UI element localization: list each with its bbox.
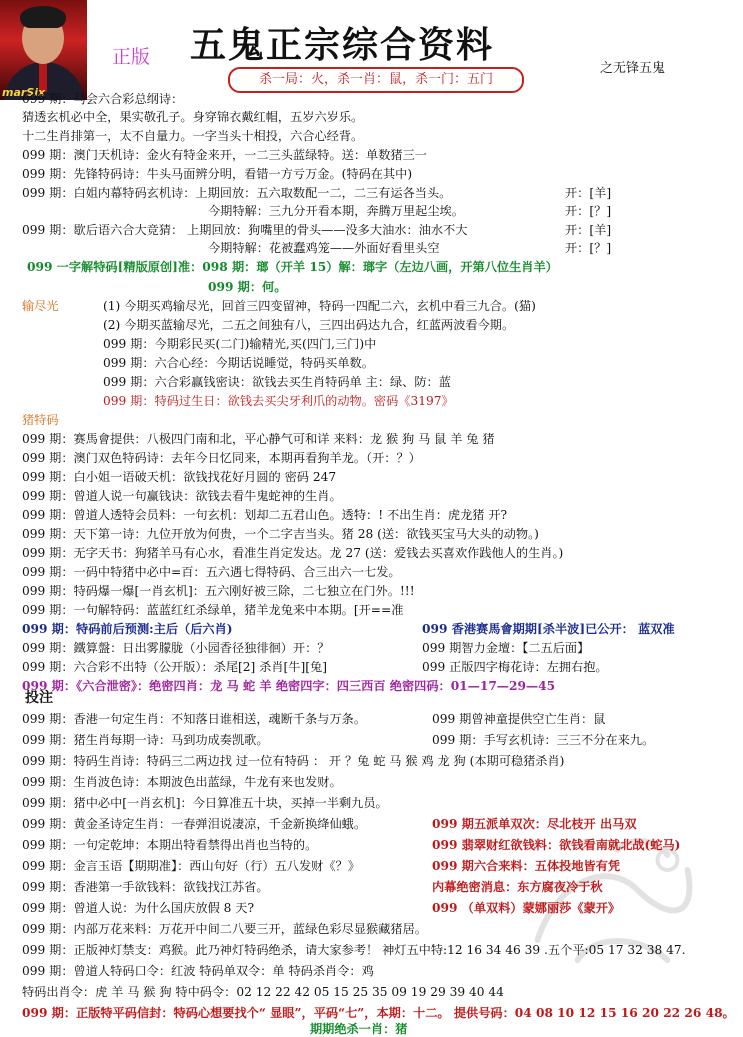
text-line: 099 期：猪生肖每期一诗：马到功成奏凯歌。 [22, 733, 269, 747]
text-line: 099 期六合来料：五体投地皆有凭 [432, 859, 621, 873]
edition-label: 正版 [112, 46, 151, 68]
text-line: 099 （单双料）蒙娜丽莎《蒙开》 [432, 901, 621, 915]
text-line: 猜透玄机必中全，果实敬孔子。身穿锦衣戴红帽，五岁六岁乐。 [22, 110, 364, 124]
text-line: 099 期：六合彩赢钱密诀：欲钱去买生肖特码单 主：绿、防：蓝 [103, 375, 451, 389]
page-title: 五鬼正宗综合资料 [190, 24, 495, 66]
text-line: 099 一字解特码[精版原创]准：098 期：瑯（开羊 15）解：瑯字（左边八画，开第八位生肖羊） [27, 260, 558, 274]
text-line: 期期绝杀一肖：猪 [310, 1022, 408, 1036]
text-line: 099 期：曾道人透特会员料：一句玄机：划却二五君山色。透特：! 不出生肖：虎龙猪 开? [22, 508, 508, 522]
text-line: 099 期：何。 [208, 280, 287, 294]
text-line: 099 期：曾道人说：为什么国庆放假 8 天? [22, 901, 254, 915]
text-line: 099 期：赛馬會提供：八极四门南和北，平心静气可和详 来料：龙 猴 狗 马 鼠 羊 兔 猪 [22, 432, 495, 446]
text-line: 099 期：澳门天机诗：金火有特金来开，一二三头蓝绿特。送：单数猪三一 [22, 148, 427, 162]
text-line: 099 翡翠财红欲钱料：欲钱看南就北战(蛇马) [432, 838, 681, 852]
text-line: 099 期：香港第一手欲钱料：欲钱找江苏省。 [22, 880, 269, 894]
text-line: 099 期：正版特平码信封：特码心想要找个“ 显眼”，平码“七”，本期：十二。 提供号码：04 08 10 12 15 16 20 22 26 48。 [22, 1006, 735, 1020]
text-line: 099 期：手写玄机诗：三三不分在来九。 [432, 733, 655, 747]
text-line: 099 期：内部万花来料：万花开中间二八要三开，蓝绿色彩尽显猴藏猪居。 [22, 922, 427, 936]
text-line: 099 期五派单双次：尽北枝开 出马双 [432, 817, 637, 831]
text-line: 099 期：六合心经：今期话说睡觉，特码买单数。 [103, 356, 374, 370]
text-line: (2) 今期买蓝输尽光，二五之间独有八，三四出码达九合，红蓝两波看今期。 [103, 318, 515, 332]
text-line: 099 期：特码过生日：欲钱去买尖牙利爪的动物。密码《3197》 [103, 394, 454, 408]
text-line: 099 期：澳门双色特码诗：去年今日忆同来，本期再看狗羊龙。（开：？） [22, 451, 421, 465]
text-line: 099 期：白姐内幕特码玄机诗：上期回放：五六取数配一二，二三有运各当头。 [22, 186, 452, 200]
text-line: 099 期：一句解特码：蓝蓝红红杀绿单，猪羊龙兔来中本期。[开==准 [22, 603, 404, 617]
text-line: 内幕绝密消息：东方腐夜冷于秋 [432, 880, 603, 894]
text-line: 今期特解：三九分开看本期，奔腾万里起尘埃。 [208, 204, 464, 218]
text-line: 099 期：曾道人说一句赢钱诀：欲钱去看牛鬼蛇神的生肖。 [22, 489, 342, 503]
text-line: 099 期：鐵算盤：日出雾朦胧（小园香径独徘徊）开：？ [22, 641, 330, 655]
text-line: 099 期：香港一句定生肖：不知落日谁相送，魂断千条与万条。 [22, 712, 367, 726]
text-line: 099 期：一句定乾坤：本期出特看禁得出肖也当特的。 [22, 838, 318, 852]
text-line: 今期特解：花被蠢鸡笼——外面好看里头空 [208, 241, 440, 255]
text-line: 099 期：曾道人特码口令：红波 特码单双令：单 特码杀肖令：鸡 [22, 964, 374, 978]
text-line: 开：[？] [565, 204, 612, 218]
photo-logo: marSix [2, 86, 46, 99]
text-line: 099 期：黄金圣诗定生肖：一春弹泪说凄凉，千金新换绛仙蛾。 [22, 817, 367, 831]
text-line: 099 期：马会六合彩总纲诗： [22, 92, 184, 106]
text-line: 099 期：《六合泄密》：绝密四肖：龙 马 蛇 羊 绝密四字：四三西百 绝密四码：01—17—29—45 [22, 679, 556, 693]
text-line: 开：[？] [565, 241, 612, 255]
text-line: 099 期曾神童提供空亡生肖：鼠 [432, 712, 606, 726]
text-line: 投注 [25, 690, 53, 706]
text-line: 099 期智力金壇：【二五后面】 [422, 641, 590, 655]
kill-banner: 杀一局：火，杀一肖：鼠，杀一门：五门 [228, 67, 524, 93]
text-line: 输尽光 [22, 299, 59, 313]
text-line: 099 期：金言玉语【期期准】：西山句好（行）五八发财《？》 [22, 859, 360, 873]
author-label: 之无锋五鬼 [600, 61, 666, 76]
text-line: 099 期：歇后语六合大竞猜： 上期回放：狗嘴里的骨头——没多大油水：油水不大 [22, 223, 468, 237]
text-line: 099 期：先锋特码诗：牛头马面辨分明，看错一方亏万金。(特码在其中) [22, 167, 413, 181]
text-line: 099 正版四字梅花诗：左拥右抱。 [422, 660, 608, 674]
text-line: 猪特码 [22, 413, 59, 427]
text-line: 099 期：今期彩民买(二门)输精光,买(四门,三门)中 [103, 337, 377, 351]
text-line: 099 期：无字天书：狗猪羊马有心水，看准生肖定发达。龙 27 (送：爱钱去买喜欢作践他人的生肖。) [22, 546, 564, 560]
text-line: (1) 今期买鸡输尽光，回首三四变留神，特码一四配二六，玄机中看三九合。(猫) [103, 299, 536, 313]
text-line: 099 期：特码爆一爆[一肖玄机]：五六刚好被三除，二七独立在门外。!!! [22, 584, 415, 598]
text-line: 099 香港赛馬會期期[杀半波]已公开： 蓝双准 [422, 622, 675, 636]
text-line: 099 期：白小姐一语破天机：欲钱找花好月圆的 密码 247 [22, 470, 337, 484]
text-line: 099 期：一码中特猪中必中=百：五六遇七得特码、合三出六一七发。 [22, 565, 401, 579]
text-line: 099 期：六合彩不出特（公开版）：杀尾[2] 杀肖[牛][兔] [22, 660, 327, 674]
text-line: 开：[羊] [565, 186, 612, 200]
text-line: 099 期：特码生肖诗：特码三二两边找 过一位有特码 ： 开 ？兔 蛇 马 猴 鸡 龙 狗 (本期可稳猪杀肖) [22, 754, 565, 768]
text-line: 099 期：天下第一诗：九位开放为何贵，一个二字吉当头。猪 28 (送：欲钱买宝马大头的动物。) [22, 527, 539, 541]
text-line: 099 期：特码前后预测:主后（后六肖) [22, 622, 233, 636]
text-line: 099 期：生肖波色诗：本期波色出蓝绿，牛龙有来也发财。 [22, 775, 342, 789]
text-line: 特码出肖令：虎 羊 马 猴 狗 特中码令：02 12 22 42 05 15 25 35 09 19 29 39 40 44 [22, 985, 504, 999]
text-line: 十二生肖排第一，太不自量力。一字当头十相投，六合心经背。 [22, 129, 364, 143]
text-line: 099 期：猪中必中[一肖玄机]：今日算准五十块，买掉一半剩九员。 [22, 796, 388, 810]
text-line: 开：[羊] [565, 223, 612, 237]
text-line: 099 期：正版神灯禁支：鸡猴。此乃神灯特码绝杀，请大家参考！ 神灯五中特:12 16 34 46 39 .五个平:05 17 32 38 47. [22, 943, 686, 957]
